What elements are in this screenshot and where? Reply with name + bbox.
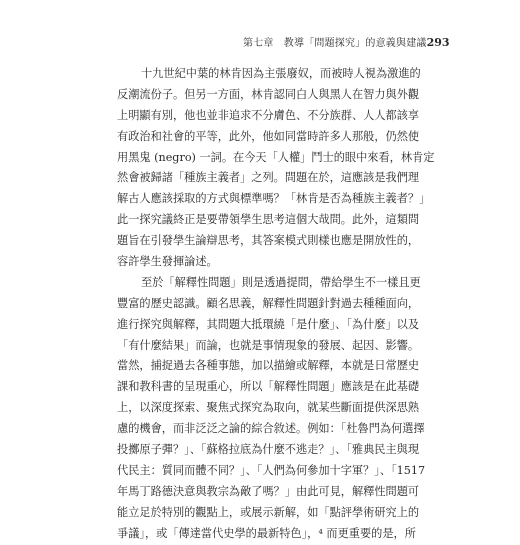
body-text	[117, 64, 435, 544]
text-line: 進行探究與解釋，其問題大抵環繞「是什麼」、「為什麼」以及	[117, 317, 420, 331]
text-line: 當然，捕捉過去各種事態，加以描繪或解釋，本就是日常歷史	[117, 359, 420, 373]
text-line: 題旨在引發學生論辯思考，其答案模式則樣也應是開放性的，	[117, 234, 420, 248]
text-line: 能立足於特別的觀點上，或展示新解，如「點評學術研究上的	[117, 505, 420, 519]
text-line: 上明顯有別，他也並非追求不分膚色、不分族群、人人都該享	[117, 108, 420, 122]
text-line: 有政治和社會的平等，此外，他如同當時許多人那般，仍然使	[117, 129, 420, 143]
text-line: 投擲原子彈？」、「蘇格拉底為什麼不逃走？」、「雅典民主與現	[117, 443, 420, 457]
running-header	[243, 34, 450, 49]
text-line: 用黑鬼 (negro) 一詞。在今天「人權」鬥士的眼中來看，林肯定	[117, 150, 435, 164]
text-line: 十九世紀中葉的林肯因為主張廢奴，而被時人視為激進的	[141, 67, 421, 80]
text-line: 容許學生發揮論述。	[117, 255, 218, 269]
text-line: 年馬丁路德決意與教宗為敵了嗎？」由此可見，解釋性問題可	[117, 484, 420, 498]
text-line: 課和教科書的呈現重心，所以「解釋性問題」應該是在此基礎	[117, 380, 420, 394]
page-number: 293	[426, 36, 450, 49]
text-line: 此一探究議終正是要帶領學生思考這個大哉問。此外，這類問	[117, 213, 420, 227]
text-line: 慮的機會，而非泛泛之論的綜合敘述。例如：「杜魯門為何選擇	[117, 422, 425, 436]
text-line: 上，以深度探索、聚焦式探究為取向，就某些斷面提供深思熟	[117, 401, 420, 415]
text-line: 豐富的歷史認識。顧名思義，解釋性問題針對過去種種面向，	[117, 296, 420, 310]
text-line: 「有什麼結果」而論，也就是事情現象的發展、起因、影響。	[117, 338, 420, 352]
text-line: 然會被歸諸「種族主義者」之列。問題在於，這應該是我們理	[117, 171, 420, 185]
text-line: 爭議」，或「傳達當代史學的最新特色」，⁴ 而更重要的是，所	[117, 526, 416, 540]
text-line: 至於「解釋性問題」則是透過提問，帶給學生不一樣且更	[141, 275, 421, 289]
text-line: 解古人應該採取的方式與標準嗎？「林肯是否為種族主義者？」	[117, 192, 431, 206]
paragraph	[117, 273, 426, 545]
chapter-title: 第七章 教導「問題探究」的意義與建議	[243, 38, 427, 49]
text-line: 反潮流份子。但另一方面，林肯認同白人與黑人在智力與外觀	[117, 87, 420, 101]
paragraph	[117, 64, 435, 273]
text-line: 代民主：質同而體不同？」、「人們為何參加十字軍？」、「1517	[117, 463, 426, 477]
